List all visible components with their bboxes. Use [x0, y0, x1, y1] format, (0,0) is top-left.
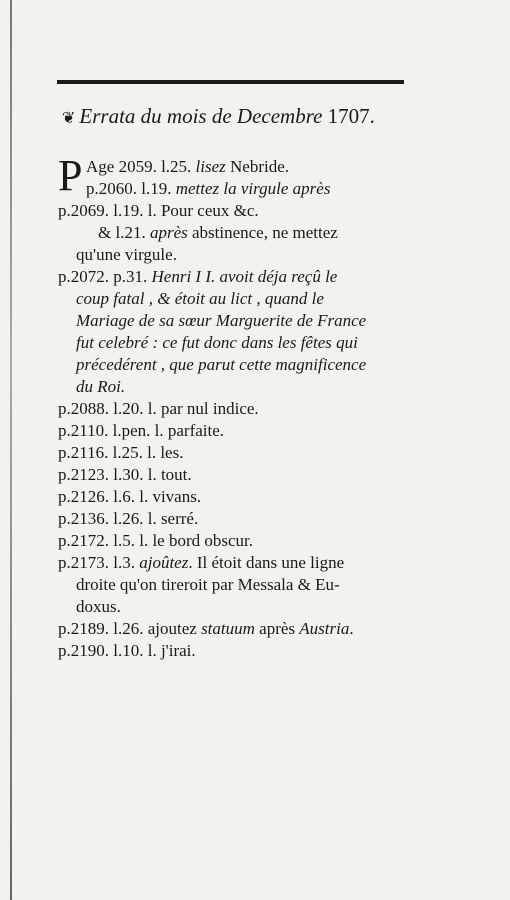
- errata-entry: p.2110. l.pen. l. parfaite.: [58, 421, 225, 440]
- drop-cap: P: [58, 151, 83, 200]
- fleuron-ornament: ❦: [62, 110, 76, 127]
- errata-entry: p.2116. l.25. l. les.: [58, 443, 184, 462]
- errata-entry: p.2136. l.26. l. serré.: [58, 509, 199, 528]
- errata-entry: du Roi.: [76, 377, 126, 396]
- errata-entry: p.2189. l.26. ajoutez statuum après Austria.: [58, 619, 354, 638]
- errata-entry: Age 2059. l.25. lisez Nebride.: [86, 157, 290, 176]
- errata-entry: Mariage de sa sœur Marguerite de France: [76, 311, 367, 330]
- errata-entry: coup fatal , & étoit au lict , quand le: [76, 289, 324, 308]
- errata-entry: p.2123. l.30. l. tout.: [58, 465, 192, 484]
- errata-entry: p.2173. l.3. ajoûtez. Il étoit dans une ligne: [58, 553, 345, 572]
- errata-entry: p.2126. l.6. l. vivans.: [58, 487, 202, 506]
- errata-entry: p.2172. l.5. l. le bord obscur.: [58, 531, 254, 550]
- errata-entry: droite qu'on tireroit par Messala & Eu-: [76, 575, 340, 594]
- errata-entry: p.2088. l.20. l. par nul indice.: [58, 399, 259, 418]
- errata-entry: fut celebré : ce fut donc dans les fêtes qui: [76, 333, 358, 352]
- title-text: Errata du mois de Decembre: [79, 104, 323, 128]
- errata-entry: précedérent , que parut cette magnificence: [76, 355, 367, 374]
- errata-entry: p.2060. l.19. mettez la virgule après: [86, 179, 331, 198]
- errata-entry: doxus.: [76, 597, 121, 616]
- errata-entry: & l.21. après abstinence, ne mettez: [98, 223, 338, 242]
- errata-entry: p.2190. l.10. l. j'irai.: [58, 641, 196, 660]
- title-year: 1707.: [327, 104, 375, 128]
- errata-entry: p.2069. l.19. l. Pour ceux &c.: [58, 201, 259, 220]
- errata-entry: p.2072. p.31. Henri I I. avoit déja reçû le: [58, 267, 338, 286]
- errata-entry: qu'une virgule.: [76, 245, 177, 264]
